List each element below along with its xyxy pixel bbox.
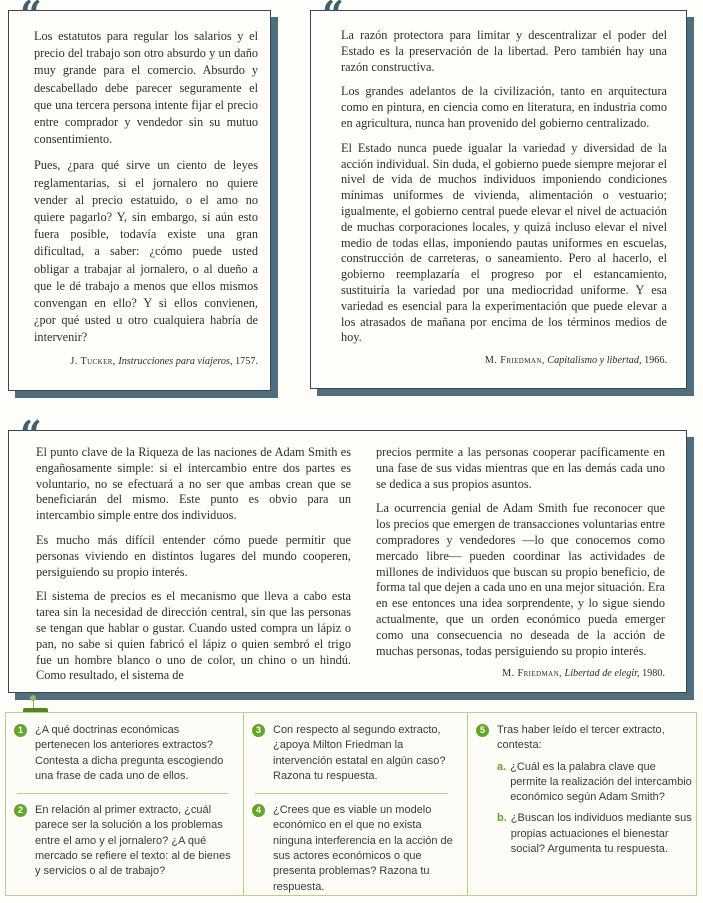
quote-icon: “ [322, 0, 342, 37]
quote-attribution [376, 668, 665, 679]
quote-paragraph: Pues, ¿para qué sirve un ciento de leyes reglamentarias, si el jornalero no quiere vender al precio estatuido, o el amo no quiere pagarlo? Y, sin embargo, si aún esto fuera posible, todavía existe una gran dificultad, a saber: ¿cómo puede usted obligar a trabajar al jornalero, o al dueño a que le dé trabajo a menos que ellos mismos convengan en ello? Y si ellos convienen, ¿por qué usted u otro cualquiera habría de intervenir? [34, 158, 258, 345]
book-title-inline: Riqueza de las naciones [138, 445, 257, 459]
text-run: El punto clave de la [36, 445, 139, 459]
question-number-badge: 3 [252, 724, 265, 737]
attribution-year: 1966. [644, 355, 667, 367]
quote-column-right [376, 445, 665, 679]
quote-column-left [36, 445, 351, 693]
attribution-title: Capitalismo y libertad, [547, 355, 642, 367]
activities-panel [5, 712, 697, 896]
questions-column-2 [252, 723, 456, 895]
quote-paragraph: precios permite a las personas cooperar pacíficamente en una fase de sus vidas mientras que en las demás cada uno se dedica a sus propios asuntos. [376, 445, 665, 491]
quote-paragraph: Los estatutos para regular los salarios y el precio del trabajo son otro absurdo y un daño muy grande para el comercio. Absurdo y descabellado debe parecer seguramente el que una tercera persona intente fijar el precio entre comprador y vendedor sin su mutuo consentimiento. [34, 29, 258, 147]
question-text: ¿Crees que es viable un modelo económico en el que no exista ninguna interferencia en la acción de sus actores económicos o que presenta problemas? Razona tu respuesta. [273, 804, 453, 893]
questions-column-1 [14, 723, 236, 880]
text-run: de Adam Smith es engañosamente simple: si el intercambio entre dos partes es voluntario, no se efectuará a no ser que ambas crean que se beneficiarán del mismo. Este punto es obvio para un intercambio simple entre dos individuos. [36, 445, 351, 523]
quote-attribution [34, 356, 258, 367]
quote-paragraph: La razón protectora para limitar y descentralizar el poder del Estado es la preservación de la libertad. Pero también hay una razón constructiva. [341, 28, 667, 74]
attribution-author: M. Friedman, [484, 355, 545, 367]
part-text: ¿Cuál es la palabra clave que permite la realización del intercambio económico según Adam Smith? [510, 760, 692, 804]
question-5-part-a [497, 760, 693, 806]
question-number-badge: 4 [252, 804, 265, 817]
question-text: Con respecto al segundo extracto, ¿apoya Milton Friedman la intervención estatal en algún caso? Razona tu respuesta. [273, 724, 446, 782]
question-number-badge: 5 [476, 724, 489, 737]
question-5-part-b [497, 811, 693, 857]
question-text: En relación al primer extracto, ¿cuál parece ser la solución a los problemas entre el amo y el jornalero? ¿A qué mercado se refiere el texto: al de bienes y servicios o al de trabajo? [35, 804, 231, 878]
quote-box-tucker [8, 0, 271, 391]
part-label: b. [497, 812, 507, 825]
quote-paragraph [36, 445, 351, 524]
quote-paragraph: Es mucho más difícil entender cómo puede permitir que personas viviendo en distintos lugares del mundo cooperen, persiguiendo su propio interés. [36, 532, 351, 579]
attribution-year: 1757. [235, 355, 258, 367]
attribution-title: Libertad de elegir, [564, 668, 640, 680]
question-text: ¿A qué doctrinas económicas pertenecen los anteriores extractos? Contesta a dicha pregunta escogiendo una frase de cada uno de ellos. [35, 724, 224, 782]
question-item-5 [476, 723, 693, 754]
quote-paragraph: El Estado nunca puede igualar la variedad y diversidad de la acción individual. Sin duda, el gobierno puede siempre mejorar el nivel de vida de muchos individuos imponiendo condiciones mínimas uniformes de vivienda, alimentación o vestuario; igualmente, el gobierno central puede elevar el nivel de actuación de muchas corporaciones locales, y quizá incluso elevar el nivel medio de todas ellas, imponiendo pautas uniformes en escuelas, construcción de carreteras, o saneamiento. Pero al hacerlo, el gobierno reemplazaría el progreso por el estancamiento, sustituiría la variedad por una mediocridad uniforme. Y esa variedad es esencial para la experimentación que puede elevar a los atrasados de mañana por encima de los términos medios de hoy. [341, 140, 667, 345]
attribution-author: M. Friedman, [502, 668, 562, 680]
question-item-3 [252, 723, 456, 784]
question-number-badge: 2 [14, 804, 27, 817]
quote-paragraph: Los grandes adelantos de la civilización, tanto en arquitectura como en pintura, en ciencia como en literatura, en industria como en agricultura, nunca han provenido del gobierno centralizado. [341, 84, 667, 130]
quote-paragraph: El sistema de precios es el mecanismo que lleva a cabo esta tarea sin la necesidad de dirección central, sin que las personas se tengan que hablar o gustar. Cuando usted compra un lápiz o pan, no sabe si quien fabricó el lápiz o quien sembró el trigo fue un hombre blanco o uno de color, un chino o un hindú. Como resultado, el sistema de [36, 589, 351, 683]
question-text: Tras haber leído el tercer extracto, contesta: [497, 724, 665, 752]
quote-box-friedman-1966 [310, 0, 687, 389]
question-divider [17, 793, 228, 794]
question-item-4 [252, 803, 456, 895]
question-divider [255, 793, 448, 794]
attribution-title: Instrucciones para viajeros, [118, 355, 233, 367]
attribution-year: 1980. [642, 668, 665, 680]
part-label: a. [497, 760, 507, 773]
quote-icon: “ [20, 412, 40, 457]
question-item-1 [14, 723, 236, 784]
part-text: ¿Buscan los individuos mediante sus propias actuaciones el bienestar social? Argumenta tu respuesta. [510, 812, 692, 856]
column-divider [467, 713, 468, 895]
quote-icon: “ [20, 0, 40, 37]
questions-column-3 [476, 723, 693, 857]
column-divider [243, 713, 244, 895]
quote-attribution [341, 355, 667, 366]
quote-paragraph: La ocurrencia genial de Adam Smith fue reconocer que los precios que emergen de transacciones voluntarias entre compradores y vendedores —lo que conocemos como mercado libre— pueden coordinar las actividades de millones de individuos que buscan su propio beneficio, de forma tal que dejen a cada uno en una mejor situación. Era en ese entonces una idea sorprendente, y lo sigue siendo actualmente, que un orden económico pueda emerger como una consecuencia no deseada de la acción de muchas personas, todas persiguiendo su propio interés. [376, 501, 665, 658]
quote-box-friedman-1980 [8, 412, 687, 693]
question-item-2 [14, 803, 236, 879]
attribution-author: J. Tucker, [70, 355, 116, 367]
question-number-badge: 1 [14, 724, 27, 737]
